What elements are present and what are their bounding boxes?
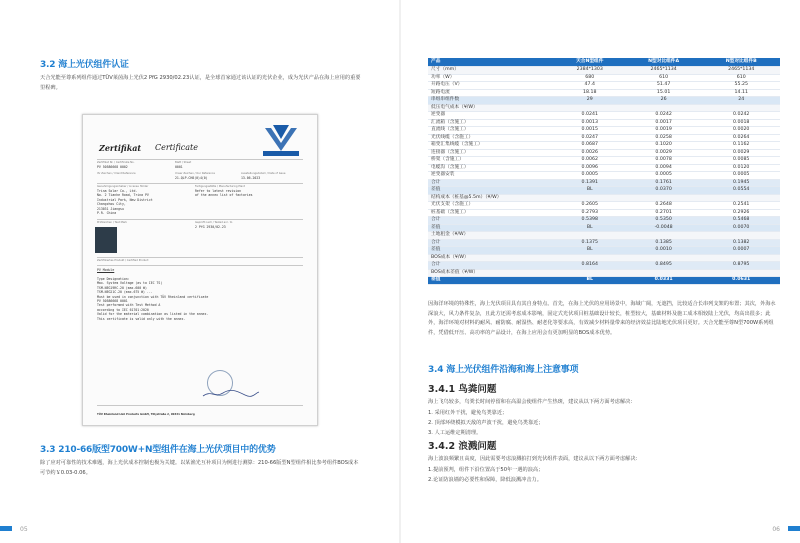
signature <box>201 389 261 399</box>
value-cell: 0.2926 <box>702 209 780 217</box>
value-cell: 2465*1134 <box>625 67 703 75</box>
table-row <box>428 127 780 135</box>
value-cell: 0.2701 <box>625 209 703 217</box>
value-cell: -0.0048 <box>625 224 703 232</box>
divider <box>97 183 303 184</box>
value-cell: 0.2605 <box>555 202 625 210</box>
row-label-cell: 差值 <box>428 277 555 285</box>
value-cell: 0.0029 <box>625 149 703 157</box>
value-cell <box>702 104 780 112</box>
value-cell: 0.1375 <box>555 239 625 247</box>
table-row <box>428 89 780 97</box>
value-cell: 0.0070 <box>702 224 780 232</box>
issue-date-label: Ausstellungsdatum / Date of Issue <box>241 172 286 175</box>
value-cell: 29 <box>555 97 625 105</box>
value-cell <box>555 254 625 262</box>
value-cell <box>702 254 780 262</box>
bird-list-item: 1. 采用红外干扰，避免鸟类靠近； <box>428 410 508 416</box>
certified-product-value: PV Module <box>97 268 115 272</box>
value-cell: 0.0554 <box>702 187 780 195</box>
table-row <box>428 112 780 120</box>
value-cell <box>555 194 625 202</box>
value-cell: 51.47 <box>625 82 703 90</box>
value-cell: 0.0264 <box>702 134 780 142</box>
value-cell: 2384*1303 <box>555 67 625 75</box>
value-cell: 0.0370 <box>625 187 703 195</box>
value-cell: 680 <box>555 74 625 82</box>
value-cell: 0.0062 <box>555 157 625 165</box>
value-cell: 0.5468 <box>702 217 780 225</box>
row-label-cell: 短路电流 <box>428 89 555 97</box>
table-row <box>428 209 780 217</box>
row-label-cell: 结构成本（桩基@5.5m）（¥/W） <box>428 194 555 202</box>
test-mark-stamp <box>95 227 117 253</box>
value-cell: 2465*1134 <box>702 67 780 75</box>
value-cell: 0.0026 <box>555 149 625 157</box>
certificate-title-en: Certificate <box>155 143 198 152</box>
row-label-cell: BOS成本差值（¥/W） <box>428 269 555 277</box>
value-cell: 0.0094 <box>625 164 703 172</box>
table-row <box>428 142 780 150</box>
value-cell: 0.0241 <box>555 112 625 120</box>
sheet-value: 0001 <box>175 165 183 169</box>
value-cell <box>625 254 703 262</box>
marine-paragraph: 因海洋环境的特殊性，海上光伏项目具有其自身特点。首先，在海上光伏的应用场景中，海域广阔，无遮挡，比较适合长串列支架的布置；其次，外海水深浪大，风力条件复杂，且此方还需考虑成本影响，固定式光伏项目桩基础设计较长，桩型较大，基础材料及施工成本相较陆上光伏，均高出很多；此外，海洋环境对材料的耐风、耐防腐、耐湿热、耐老化等要求高，有效减少材料量带来的经济效益比陆地光伏项目更好。天合光能至尊N型700W系列组件，凭借低开压、高功率的产品设计，在海上应用会有更加明显的BOS成本优势。 <box>428 301 776 336</box>
value-cell: 0.1391 <box>555 179 625 187</box>
value-cell: 0.0242 <box>702 112 780 120</box>
value-cell: 0.0017 <box>625 119 703 127</box>
header-product: 产品 <box>428 58 555 67</box>
tested-acc-value: 2 PfG 2930/02.23 <box>195 225 226 229</box>
row-label-cell: 差值 <box>428 187 555 195</box>
cert-no-value: PV 50586668 0002 <box>97 165 128 169</box>
value-cell: 47.4 <box>555 82 625 90</box>
section-heading-3-2: 3.2 海上光伏组件认证 <box>40 60 129 70</box>
bos-cost-table <box>428 58 780 285</box>
certificate-title-de: Zertifikat <box>99 143 142 153</box>
value-cell: 0.2793 <box>555 209 625 217</box>
value-cell: 0.0687 <box>555 142 625 150</box>
value-cell: 0.0010 <box>625 247 703 255</box>
row-label-cell: 逆变器 <box>428 112 555 120</box>
table-row <box>428 134 780 142</box>
row-label-cell: 桥架（含施工） <box>428 157 555 165</box>
table-row <box>428 269 780 277</box>
value-cell: 0.0631 <box>702 277 780 285</box>
value-cell: 0.8795 <box>702 262 780 270</box>
value-cell: 0.1945 <box>702 179 780 187</box>
row-label-cell: 合计 <box>428 239 555 247</box>
value-cell: 610 <box>625 74 703 82</box>
value-cell: 0.0019 <box>625 127 703 135</box>
divider <box>97 159 303 160</box>
value-cell <box>555 269 625 277</box>
section-heading-3-4: 3.4 海上光伏组件沿海和海上注意事项 <box>428 365 579 375</box>
row-label-cell: 开路电压（V） <box>428 82 555 90</box>
row-label-cell: 桩基础（含施工） <box>428 209 555 217</box>
value-cell: 0.0020 <box>702 127 780 135</box>
section-heading-3-4-2: 3.4.2 浪溅问题 <box>428 441 497 452</box>
value-cell: 18.18 <box>555 89 625 97</box>
value-cell: 0.0085 <box>702 157 780 165</box>
value-cell: 0.1382 <box>702 239 780 247</box>
tuv-logo-icon <box>259 123 303 157</box>
certificate-footer: TÜV Rheinland LGA Products GmbH, Tillystraße 2, 90431 Nürnberg <box>97 413 195 416</box>
table-row <box>428 67 780 75</box>
bird-paragraph: 海上飞鸟较多，鸟粪长时间停留和在高温会使组件产生热斑，建议从以下两方面考虑解决： <box>428 399 636 405</box>
page-number: 05 <box>20 526 28 533</box>
value-cell: 0.0247 <box>555 134 625 142</box>
row-label-cell: 合计 <box>428 179 555 187</box>
table-row <box>428 157 780 165</box>
header-compare-a: N型对比组件A <box>625 58 703 67</box>
table-row <box>428 187 780 195</box>
value-cell: 0.0018 <box>702 119 780 127</box>
wave-list-item: 2.论证防浪墙的必要性和保障，降低浪溅冲击力。 <box>428 477 542 483</box>
license-holder-value: Trina Solar Co., Ltd. No. 2 Tianhe Road, Trina PV Industrial Park, New District Changzhou City, 213031 Jiangsu P.R. China <box>97 189 153 216</box>
value-cell: 0.0331 <box>625 277 703 285</box>
value-cell: 0.0078 <box>625 157 703 165</box>
value-cell: 0.8495 <box>625 262 703 270</box>
certificate-image <box>82 114 318 426</box>
value-cell: 0.2541 <box>702 202 780 210</box>
value-cell: 610 <box>702 74 780 82</box>
value-cell: 0.1162 <box>702 142 780 150</box>
value-cell <box>555 104 625 112</box>
value-cell: 0.0242 <box>625 112 703 120</box>
row-label-cell: 光伏支架（含施工） <box>428 202 555 210</box>
license-holder-label: Genehmigungsinhaber / License Holder <box>97 185 149 188</box>
our-ref-value: 21-QLP-CH8(0)4(0) <box>175 176 208 180</box>
header-trina: 天合N型组件 <box>555 58 625 67</box>
row-label-cell: 合计 <box>428 262 555 270</box>
row-label-cell: 功率（W） <box>428 74 555 82</box>
value-cell: 14.11 <box>702 89 780 97</box>
table-row <box>428 172 780 180</box>
table-row <box>428 164 780 172</box>
value-cell: 15.01 <box>625 89 703 97</box>
page-number: 06 <box>772 526 780 533</box>
page-bar <box>0 526 12 531</box>
value-cell: 0.0096 <box>555 164 625 172</box>
divider <box>97 219 303 220</box>
value-cell: 26 <box>625 97 703 105</box>
table-row <box>428 104 780 112</box>
value-cell: BL <box>555 224 625 232</box>
table-row <box>428 254 780 262</box>
issue-date-value: 13.06.2023 <box>241 176 261 180</box>
right-page <box>400 0 800 543</box>
value-cell: BL <box>555 247 625 255</box>
row-label-cell: 尺寸（mm） <box>428 67 555 75</box>
tested-acc-label: Geprüft nach / Tested acc. to <box>195 221 233 224</box>
value-cell: 0.1385 <box>625 239 703 247</box>
row-label-cell: 连接器（含施工） <box>428 149 555 157</box>
value-cell: BL <box>555 187 625 195</box>
row-label-cell: 电缆沟（含施工） <box>428 164 555 172</box>
value-cell <box>555 232 625 240</box>
value-cell: 0.1020 <box>625 142 703 150</box>
table-row <box>428 119 780 127</box>
value-cell <box>702 269 780 277</box>
page-bar <box>788 526 800 531</box>
row-label-cell: 汇流箱（含施工） <box>428 119 555 127</box>
certified-product-label: Zertifiziertes Produkt / Certified Product <box>97 259 149 262</box>
row-label-cell: 土地租金（¥/W） <box>428 232 555 240</box>
row-label-cell: BOS成本（¥/W） <box>428 254 555 262</box>
cert-no-label: Zertifikat Nr. / Certificate No. <box>97 161 135 164</box>
intro-paragraph: 天合光能至尊系列组件通过TÜV莱茵海上光伏2 PfG 2930/02.23认证，是全球首家通过该认证的光伏企业，成为光伏产品在海上应用的重要里程碑。 <box>40 75 361 91</box>
divider <box>97 265 303 266</box>
table-row <box>428 202 780 210</box>
our-ref-label: Unser Zeichen / Our Reference <box>175 172 215 175</box>
value-cell: 24 <box>702 97 780 105</box>
table-header-row <box>428 58 780 67</box>
row-label-cell: 差值 <box>428 224 555 232</box>
value-cell: 55.25 <box>702 82 780 90</box>
header-compare-b: N型对比组件B <box>702 58 780 67</box>
row-label-cell: 光伏线缆（含施工） <box>428 134 555 142</box>
bos-paragraph: 除了应对可靠性的技术难题，海上光伏成本控制也极为关键。以某渔光互补项目为例进行测算：210-66版型N型组件相比参考组件BOS成本可节约￥0.03-0.06。 <box>40 460 359 476</box>
sheet-label: Blatt / Sheet <box>175 161 192 164</box>
table-row <box>428 262 780 270</box>
value-cell <box>625 269 703 277</box>
section-heading-3-4-1: 3.4.1 鸟粪问题 <box>428 384 497 395</box>
row-label-cell: 箱变汇集线缆（含施工） <box>428 142 555 150</box>
table-row <box>428 74 780 82</box>
manufacturing-plant-label: Fertigungsstätte / Manufacturing Plant <box>195 185 245 188</box>
row-label-cell: 直流线（含施工） <box>428 127 555 135</box>
section-heading-3-3: 3.3 210-66版型700W+N型组件在海上光伏项目中的优势 <box>40 445 276 455</box>
value-cell: BL <box>555 277 625 285</box>
row-label-cell: 串组串组件数 <box>428 97 555 105</box>
manufacturing-plant-value: Refer to latest revision of the annex list of factories <box>195 189 253 198</box>
bird-list-item: 2. 顶部环绕模拟天敌的声波干扰，避免鸟类靠近； <box>428 420 544 426</box>
value-cell <box>625 194 703 202</box>
table-row <box>428 217 780 225</box>
table-row <box>428 179 780 187</box>
row-label-cell: 差值 <box>428 247 555 255</box>
value-cell <box>625 104 703 112</box>
value-cell: 0.0005 <box>625 172 703 180</box>
table-row <box>428 149 780 157</box>
table-row <box>428 82 780 90</box>
value-cell: 0.0015 <box>555 127 625 135</box>
test-mark-label: Prüfzeichen / Test Mark <box>97 221 127 224</box>
table-row <box>428 97 780 105</box>
wave-list-item: 1.提前预判，组件下沿位置高于50年一遇的浪高； <box>428 467 544 473</box>
table-row <box>428 194 780 202</box>
wave-paragraph: 海上波浪频繁且高度，因此需要考虑浪溅拍打到光伏组件表面，建议从以下两方面考虑解决： <box>428 456 641 462</box>
value-cell <box>625 232 703 240</box>
value-cell <box>702 232 780 240</box>
divider <box>97 257 303 258</box>
value-cell: 0.0013 <box>555 119 625 127</box>
table-row <box>428 224 780 232</box>
value-cell: 0.8164 <box>555 262 625 270</box>
certificate-details: Type Designation: Max. System Voltage (as to IEC TS) TSM-NEG19RC.20 (max.600 W) TSM-NEG21C.20 (max.675 W) ... Must be used in conjunction with TÜV Rheinland certificate PV 50586668 0001 Test performed with Test Method A according to IEC 61701:2020 Valid for the material combination as listed in the annex. This certificate is valid only with the annex. <box>97 277 209 321</box>
divider <box>97 405 303 406</box>
value-cell: 0.0007 <box>702 247 780 255</box>
value-cell: 0.0005 <box>702 172 780 180</box>
table-row <box>428 277 780 285</box>
value-cell: 0.0120 <box>702 164 780 172</box>
value-cell: 0.5350 <box>625 217 703 225</box>
table-row <box>428 239 780 247</box>
row-label-cell: 合计 <box>428 217 555 225</box>
value-cell: 0.5398 <box>555 217 625 225</box>
value-cell <box>702 194 780 202</box>
row-label-cell: 低压电气成本（¥/W） <box>428 104 555 112</box>
bird-list-item: 3. 人工运维定期清理。 <box>428 430 482 436</box>
client-ref-label: Ihr Zeichen / Client Reference <box>97 172 136 175</box>
table-row <box>428 247 780 255</box>
table-row <box>428 232 780 240</box>
row-label-cell: 逆变器安装 <box>428 172 555 180</box>
value-cell: 0.0029 <box>702 149 780 157</box>
value-cell: 0.0005 <box>555 172 625 180</box>
value-cell: 0.2648 <box>625 202 703 210</box>
value-cell: 0.0258 <box>625 134 703 142</box>
value-cell: 0.1761 <box>625 179 703 187</box>
